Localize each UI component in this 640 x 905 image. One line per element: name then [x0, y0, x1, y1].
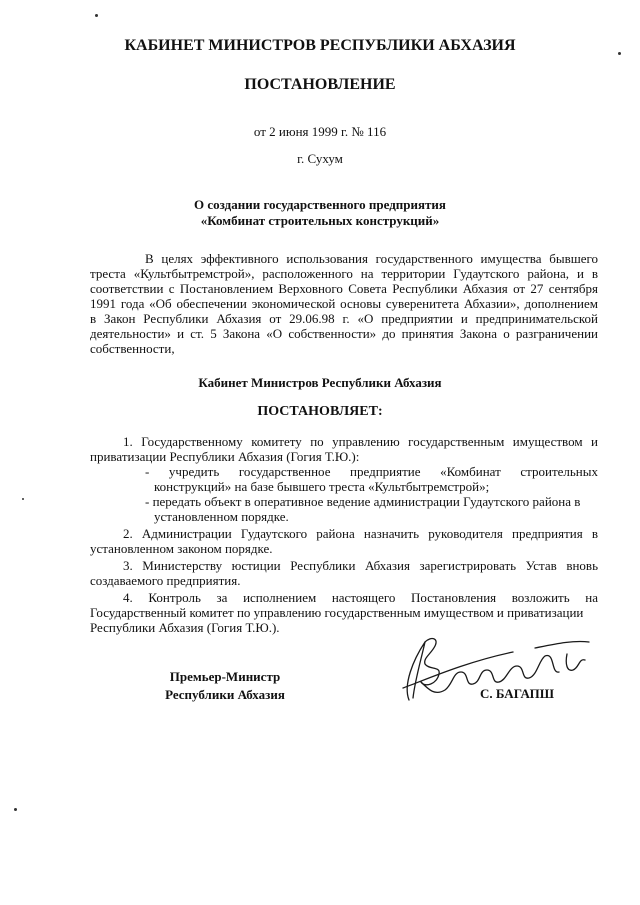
scan-speck	[14, 808, 17, 811]
item-1-sub-line: - передать объект в оперативное ведение администрации Гудаутского района в	[145, 494, 581, 509]
item-4-line: Государственный комитет по управлению государственным имуществом и приватизации	[90, 605, 584, 620]
item-3-line: создаваемого предприятия.	[90, 573, 241, 588]
signatory-title-line-1: Премьер-Министр	[169, 669, 281, 684]
city: г. Сухум	[297, 151, 343, 166]
list-item	[90, 526, 598, 556]
resolving-body: Кабинет Министров Республики Абхазия	[198, 375, 442, 390]
preamble-line: деятельности» и ст. 5 Закона «О собственности» до принятия Закона о разграничении	[90, 326, 598, 341]
scan-speck	[618, 52, 621, 55]
resolution-items	[90, 434, 598, 637]
list-item	[90, 590, 598, 635]
subject-line-2: «Комбинат строительных конструкций»	[200, 213, 440, 228]
list-item	[90, 434, 598, 524]
signatory-name: С. БАГАПШ	[480, 686, 555, 701]
issuer-title: КАБИНЕТ МИНИСТРОВ РЕСПУБЛИКИ АБХАЗИЯ	[124, 37, 516, 54]
preamble	[90, 251, 598, 356]
item-1-sub-line: - учредить государственное предприятие «Комбинат строительных	[145, 464, 598, 479]
item-2-line: установленном законом порядке.	[90, 541, 273, 556]
preamble-line: в Закон Республики Абхазия от 29.06.98 г. «О предприятии и предпринимательской	[90, 311, 598, 326]
signatory-title	[150, 668, 300, 704]
signatory-title-line-2: Республики Абхазия	[165, 687, 285, 702]
scan-speck	[95, 14, 98, 17]
preamble-line: 1991 года «Об обеспечении экономической основы суверенитета Абхазии», дополнением	[90, 296, 598, 311]
item-1-sub-line: установленном порядке.	[154, 509, 289, 524]
item-4-line: Республики Абхазия (Гогия Т.Ю.).	[90, 620, 280, 635]
preamble-line: В целях эффективного использования государственного имущества бывшего	[145, 251, 598, 266]
preamble-line: собственности,	[90, 341, 175, 356]
item-4-line: 4. Контроль за исполнением настоящего Постановления возложить на	[123, 590, 598, 605]
item-1-line: приватизации Республики Абхазия (Гогия Т.Ю.):	[90, 449, 360, 464]
item-2-line: 2. Администрации Гудаутского района назначить руководителя предприятия в	[123, 526, 598, 541]
date-and-number: от 2 июня 1999 г. № 116	[253, 124, 387, 139]
subject-heading	[0, 197, 640, 229]
scan-speck	[22, 498, 24, 500]
item-3-line: 3. Министерству юстиции Республики Абхазия зарегистрировать Устав вновь	[123, 558, 598, 573]
preamble-line: соответствии с Постановлением Верховного Совета Республики Абхазия от 27 сентября	[90, 281, 598, 296]
resolving-verb: ПОСТАНОВЛЯЕТ:	[257, 404, 383, 419]
subject-line-1: О создании государственного предприятия	[194, 197, 446, 212]
preamble-line: треста «Культбытремстрой», расположенного на территории Гудаутского района, и в	[90, 266, 598, 281]
item-1-line: 1. Государственному комитету по управлению государственным имуществом и	[123, 434, 598, 449]
item-1-sub-line: конструкций» на базе бывшего треста «Культбытремстрой»;	[154, 479, 490, 494]
document-type: ПОСТАНОВЛЕНИЕ	[244, 76, 396, 93]
list-item	[90, 558, 598, 588]
